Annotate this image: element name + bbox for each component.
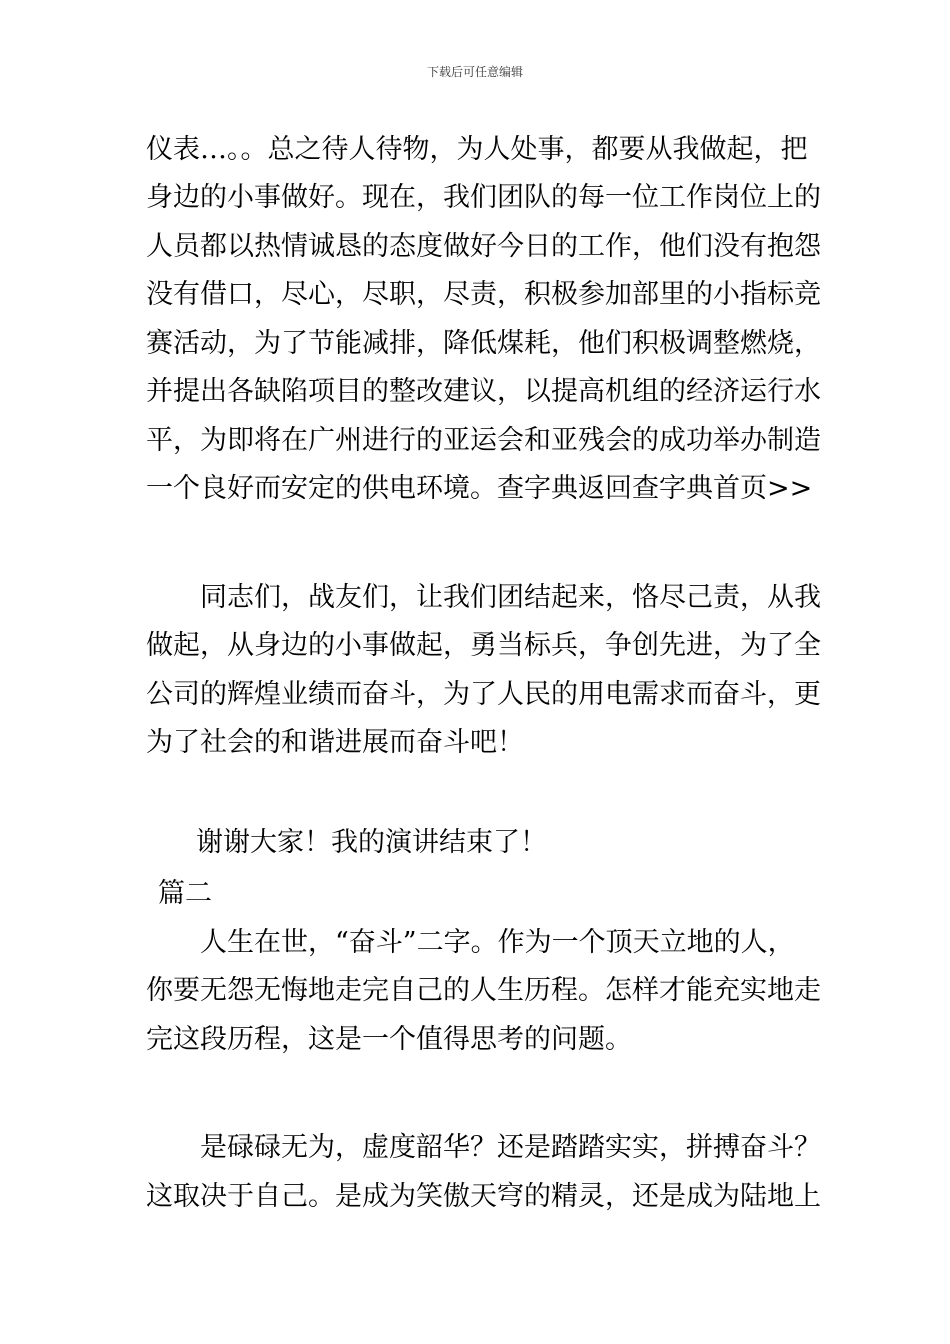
paragraph-line: 你要无怨无悔地走完自己的人生历程。怎样才能充实地走 — [146, 975, 821, 1006]
paragraph-line: 做起，从身边的小事做起，勇当标兵，争创先进，为了全 — [146, 630, 821, 661]
paragraph-line: 这取决于自己。是成为笑傲天穹的精灵，还是成为陆地上 — [146, 1181, 821, 1212]
paragraph-line: 赛活动，为了节能减排，降低煤耗，他们积极调整燃烧， — [146, 328, 821, 359]
paragraph-line: 人员都以热情诚恳的态度做好今日的工作，他们没有抱怨 — [146, 231, 821, 262]
paragraph-line: 并提出各缺陷项目的整改建议，以提高机组的经济运行水 — [146, 376, 821, 407]
paragraph-line: 同志们，战友们，让我们团结起来，恪尽己责，从我 — [200, 582, 821, 613]
page-header: 下载后可任意编辑 — [426, 65, 523, 79]
paragraph-line: 人生在世，“奋斗”二字。作为一个顶天立地的人， — [200, 927, 795, 958]
paragraph-line: 为了社会的和谐进展而奋斗吧！ — [146, 727, 524, 758]
paragraph-line: 身边的小事做好。现在，我们团队的每一位工作岗位上的 — [146, 182, 821, 213]
paragraph-line: 是碌碌无为，虚度韶华？还是踏踏实实，拼搏奋斗？ — [200, 1132, 821, 1163]
paragraph-line: 公司的辉煌业绩而奋斗，为了人民的用电需求而奋斗，更 — [146, 679, 821, 710]
paragraph-line: 没有借口，尽心，尽职，尽责，积极参加部里的小指标竞 — [146, 279, 821, 310]
section-heading: 篇二 — [158, 878, 212, 909]
paragraph-line: 一个良好而安定的供电环境。查字典返回查字典首页>> — [146, 473, 813, 504]
paragraph-line: 平，为即将在广州进行的亚运会和亚残会的成功举办制造 — [146, 425, 821, 456]
paragraph-line: 完这段历程，这是一个值得思考的问题。 — [146, 1024, 632, 1055]
paragraph-line: 仪表…。。总之待人待物，为人处事，都要从我做起，把 — [146, 134, 808, 165]
paragraph-line: 谢谢大家！我的演讲结束了！ — [196, 827, 547, 858]
